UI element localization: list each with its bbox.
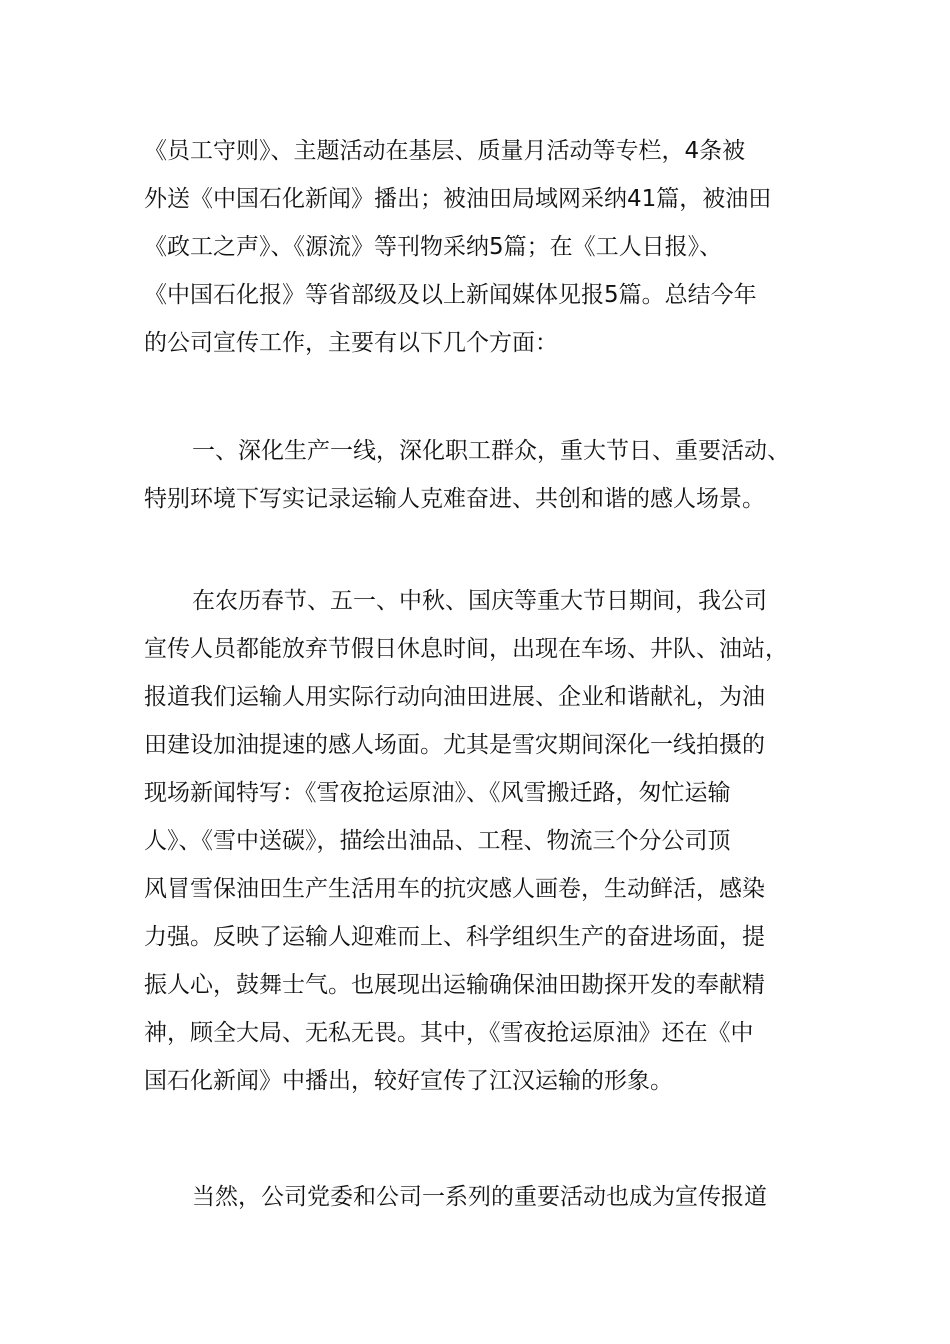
text-line: 神，顾全大局、无私无畏。其中，《雪夜抢运原油》还在《中	[144, 1020, 754, 1046]
text-line: 报道我们运输人用实际行动向油田进展、企业和谐献礼，为油	[144, 684, 765, 710]
text-line: 国石化新闻》中播出，较好宣传了江汉运输的形象。	[144, 1068, 673, 1094]
text-line: 振人心，鼓舞士气。也展现出运输确保油田勘探开发的奉献精	[144, 972, 765, 998]
text-line: 力强。反映了运输人迎难而上、科学组织生产的奋进场面，提	[144, 924, 765, 950]
paragraph-holidays	[144, 577, 812, 1105]
text-line: 田建设加油提速的感人场面。尤其是雪灾期间深化一线拍摄的	[144, 732, 765, 758]
text-line: 《政工之声》、《源流》等刊物采纳5篇；在《工人日报》、	[144, 234, 723, 260]
section-heading-paragraph	[144, 427, 812, 523]
text-line: 当然，公司党委和公司一系列的重要活动也成为宣传报道	[192, 1184, 767, 1210]
text-line: 的公司宣传工作，主要有以下几个方面：	[144, 330, 558, 356]
text-line: 在农历春节、五一、中秋、国庆等重大节日期间，我公司	[192, 588, 767, 614]
text-line: 《员工守则》、主题活动在基层、质量月活动等专栏，4条被	[144, 138, 746, 164]
text-line: 《中国石化报》等省部级及以上新闻媒体见报5篇。总结今年	[144, 282, 757, 308]
section-heading-line: 一、深化生产一线，深化职工群众，重大节日、重要活动、	[192, 438, 790, 464]
text-line: 宣传人员都能放弃节假日休息时间，出现在车场、井队、油站，	[144, 636, 788, 662]
text-line: 人》、《雪中送碳》，描绘出油品、工程、物流三个分公司顶	[144, 828, 731, 854]
text-line: 外送《中国石化新闻》播出；被油田局域网采纳41篇，被油田	[144, 186, 772, 212]
text-line: 现场新闻特写：《雪夜抢运原油》、《风雪搬迁路，匆忙运输	[144, 780, 731, 806]
paragraph-continuation	[144, 127, 812, 367]
paragraph-party-activities	[144, 1173, 812, 1221]
text-line: 风冒雪保油田生产生活用车的抗灾感人画卷，生动鲜活，感染	[144, 876, 765, 902]
section-heading-line: 特别环境下写实记录运输人克难奋进、共创和谐的感人场景。	[144, 486, 765, 512]
